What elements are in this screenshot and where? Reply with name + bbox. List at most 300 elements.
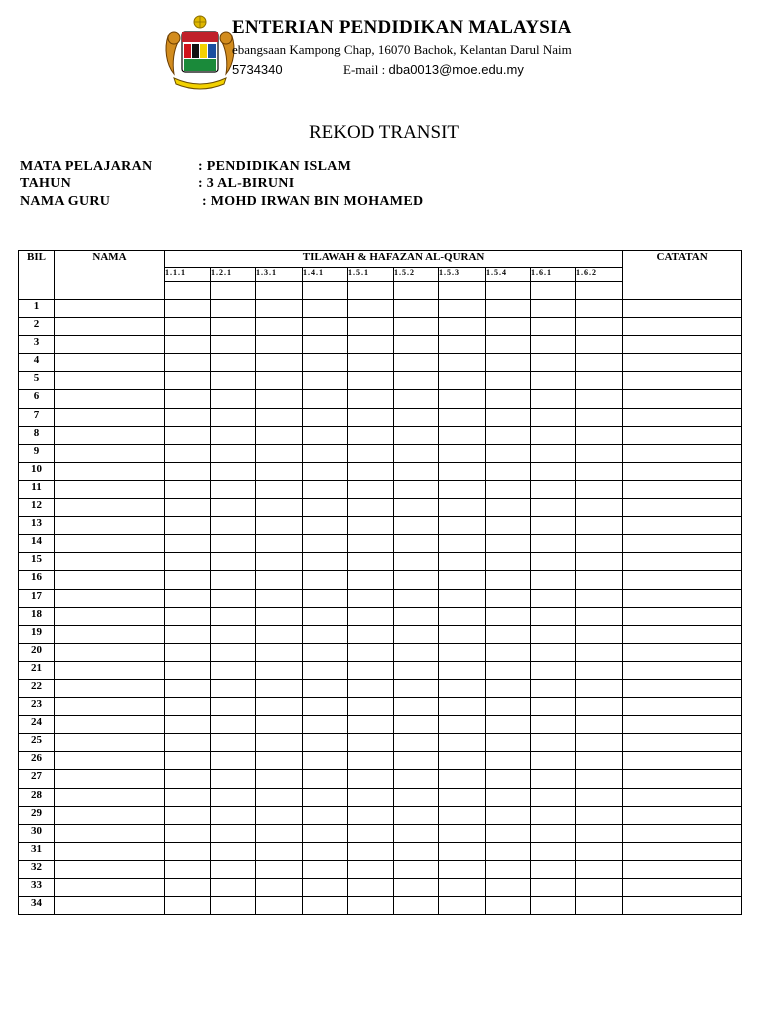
score-cell[interactable] <box>576 806 623 824</box>
score-cell[interactable] <box>394 842 439 860</box>
score-cell[interactable] <box>256 625 303 643</box>
score-cell[interactable] <box>439 824 486 842</box>
score-cell[interactable] <box>486 336 531 354</box>
score-cell[interactable] <box>394 860 439 878</box>
score-cell[interactable] <box>439 607 486 625</box>
score-cell[interactable] <box>531 571 576 589</box>
score-cell[interactable] <box>531 517 576 535</box>
score-cell[interactable] <box>576 354 623 372</box>
score-cell[interactable] <box>486 390 531 408</box>
score-cell[interactable] <box>256 426 303 444</box>
score-cell[interactable] <box>303 336 348 354</box>
score-cell[interactable] <box>348 897 394 915</box>
score-cell[interactable] <box>348 806 394 824</box>
score-cell[interactable] <box>394 390 439 408</box>
score-cell[interactable] <box>303 625 348 643</box>
score-cell[interactable] <box>394 788 439 806</box>
score-cell[interactable] <box>486 879 531 897</box>
score-cell[interactable] <box>576 716 623 734</box>
score-cell[interactable] <box>576 336 623 354</box>
score-cell[interactable] <box>531 879 576 897</box>
score-cell[interactable] <box>165 698 211 716</box>
score-cell[interactable] <box>439 336 486 354</box>
score-cell[interactable] <box>348 589 394 607</box>
score-cell[interactable] <box>439 318 486 336</box>
score-cell[interactable] <box>439 571 486 589</box>
score-cell[interactable] <box>576 788 623 806</box>
name-cell[interactable] <box>55 300 165 318</box>
name-cell[interactable] <box>55 372 165 390</box>
score-cell[interactable] <box>531 679 576 697</box>
score-cell[interactable] <box>165 788 211 806</box>
score-cell[interactable] <box>486 806 531 824</box>
score-cell[interactable] <box>576 661 623 679</box>
score-cell[interactable] <box>486 770 531 788</box>
score-cell[interactable] <box>394 879 439 897</box>
score-cell[interactable] <box>439 698 486 716</box>
score-cell[interactable] <box>439 426 486 444</box>
score-cell[interactable] <box>303 788 348 806</box>
score-cell[interactable] <box>576 607 623 625</box>
score-cell[interactable] <box>303 462 348 480</box>
score-cell[interactable] <box>531 752 576 770</box>
score-cell[interactable] <box>303 318 348 336</box>
score-cell[interactable] <box>576 553 623 571</box>
note-cell[interactable] <box>623 716 742 734</box>
score-cell[interactable] <box>211 607 256 625</box>
score-cell[interactable] <box>394 679 439 697</box>
score-cell[interactable] <box>256 734 303 752</box>
score-cell[interactable] <box>486 408 531 426</box>
score-cell[interactable] <box>486 571 531 589</box>
name-cell[interactable] <box>55 462 165 480</box>
score-cell[interactable] <box>211 517 256 535</box>
score-cell[interactable] <box>165 571 211 589</box>
score-cell[interactable] <box>576 390 623 408</box>
score-cell[interactable] <box>486 897 531 915</box>
score-cell[interactable] <box>531 318 576 336</box>
score-cell[interactable] <box>576 535 623 553</box>
score-cell[interactable] <box>486 860 531 878</box>
note-cell[interactable] <box>623 571 742 589</box>
score-cell[interactable] <box>348 535 394 553</box>
score-cell[interactable] <box>486 426 531 444</box>
score-cell[interactable] <box>486 734 531 752</box>
score-cell[interactable] <box>165 372 211 390</box>
score-cell[interactable] <box>256 517 303 535</box>
score-cell[interactable] <box>439 897 486 915</box>
score-cell[interactable] <box>303 897 348 915</box>
note-cell[interactable] <box>623 535 742 553</box>
score-cell[interactable] <box>165 336 211 354</box>
score-cell[interactable] <box>165 444 211 462</box>
note-cell[interactable] <box>623 444 742 462</box>
score-cell[interactable] <box>348 517 394 535</box>
score-cell[interactable] <box>348 300 394 318</box>
score-cell[interactable] <box>531 390 576 408</box>
note-cell[interactable] <box>623 354 742 372</box>
score-cell[interactable] <box>211 372 256 390</box>
score-cell[interactable] <box>348 752 394 770</box>
score-cell[interactable] <box>531 300 576 318</box>
score-cell[interactable] <box>348 444 394 462</box>
score-cell[interactable] <box>439 716 486 734</box>
note-cell[interactable] <box>623 462 742 480</box>
score-cell[interactable] <box>165 860 211 878</box>
score-cell[interactable] <box>439 372 486 390</box>
score-cell[interactable] <box>165 625 211 643</box>
score-cell[interactable] <box>394 372 439 390</box>
score-cell[interactable] <box>303 661 348 679</box>
score-cell[interactable] <box>303 824 348 842</box>
score-cell[interactable] <box>531 444 576 462</box>
name-cell[interactable] <box>55 390 165 408</box>
score-cell[interactable] <box>165 734 211 752</box>
score-cell[interactable] <box>439 480 486 498</box>
score-cell[interactable] <box>256 444 303 462</box>
score-cell[interactable] <box>256 824 303 842</box>
score-cell[interactable] <box>486 517 531 535</box>
score-cell[interactable] <box>256 336 303 354</box>
note-cell[interactable] <box>623 788 742 806</box>
score-cell[interactable] <box>531 824 576 842</box>
score-cell[interactable] <box>165 517 211 535</box>
name-cell[interactable] <box>55 408 165 426</box>
score-cell[interactable] <box>486 824 531 842</box>
score-cell[interactable] <box>439 770 486 788</box>
note-cell[interactable] <box>623 643 742 661</box>
score-cell[interactable] <box>486 625 531 643</box>
score-cell[interactable] <box>348 698 394 716</box>
score-cell[interactable] <box>211 354 256 372</box>
score-cell[interactable] <box>531 897 576 915</box>
score-cell[interactable] <box>256 535 303 553</box>
score-cell[interactable] <box>439 444 486 462</box>
score-cell[interactable] <box>576 734 623 752</box>
score-cell[interactable] <box>211 553 256 571</box>
score-cell[interactable] <box>576 589 623 607</box>
score-cell[interactable] <box>531 698 576 716</box>
score-cell[interactable] <box>394 716 439 734</box>
score-cell[interactable] <box>256 806 303 824</box>
score-cell[interactable] <box>439 354 486 372</box>
note-cell[interactable] <box>623 698 742 716</box>
score-cell[interactable] <box>165 553 211 571</box>
name-cell[interactable] <box>55 553 165 571</box>
score-cell[interactable] <box>165 589 211 607</box>
score-cell[interactable] <box>303 698 348 716</box>
score-cell[interactable] <box>394 643 439 661</box>
score-cell[interactable] <box>439 589 486 607</box>
score-cell[interactable] <box>256 372 303 390</box>
score-cell[interactable] <box>576 698 623 716</box>
score-cell[interactable] <box>165 499 211 517</box>
score-cell[interactable] <box>348 318 394 336</box>
score-cell[interactable] <box>256 897 303 915</box>
score-cell[interactable] <box>394 336 439 354</box>
score-cell[interactable] <box>394 499 439 517</box>
score-cell[interactable] <box>165 408 211 426</box>
score-cell[interactable] <box>211 770 256 788</box>
score-cell[interactable] <box>348 625 394 643</box>
name-cell[interactable] <box>55 716 165 734</box>
name-cell[interactable] <box>55 661 165 679</box>
score-cell[interactable] <box>211 390 256 408</box>
score-cell[interactable] <box>531 336 576 354</box>
name-cell[interactable] <box>55 897 165 915</box>
score-cell[interactable] <box>348 480 394 498</box>
score-cell[interactable] <box>256 661 303 679</box>
note-cell[interactable] <box>623 879 742 897</box>
score-cell[interactable] <box>211 462 256 480</box>
score-cell[interactable] <box>256 643 303 661</box>
note-cell[interactable] <box>623 300 742 318</box>
score-cell[interactable] <box>531 462 576 480</box>
score-cell[interactable] <box>486 716 531 734</box>
score-cell[interactable] <box>211 879 256 897</box>
score-cell[interactable] <box>394 589 439 607</box>
score-cell[interactable] <box>211 318 256 336</box>
score-cell[interactable] <box>531 806 576 824</box>
score-cell[interactable] <box>576 643 623 661</box>
score-cell[interactable] <box>211 860 256 878</box>
score-cell[interactable] <box>165 354 211 372</box>
note-cell[interactable] <box>623 589 742 607</box>
score-cell[interactable] <box>303 607 348 625</box>
score-cell[interactable] <box>256 788 303 806</box>
name-cell[interactable] <box>55 860 165 878</box>
score-cell[interactable] <box>211 752 256 770</box>
score-cell[interactable] <box>348 336 394 354</box>
score-cell[interactable] <box>303 390 348 408</box>
score-cell[interactable] <box>348 462 394 480</box>
score-cell[interactable] <box>211 336 256 354</box>
score-cell[interactable] <box>439 860 486 878</box>
name-cell[interactable] <box>55 318 165 336</box>
score-cell[interactable] <box>303 535 348 553</box>
score-cell[interactable] <box>531 607 576 625</box>
score-cell[interactable] <box>165 462 211 480</box>
score-cell[interactable] <box>394 752 439 770</box>
score-cell[interactable] <box>576 879 623 897</box>
score-cell[interactable] <box>165 318 211 336</box>
score-cell[interactable] <box>576 480 623 498</box>
name-cell[interactable] <box>55 752 165 770</box>
score-cell[interactable] <box>348 426 394 444</box>
score-cell[interactable] <box>348 372 394 390</box>
score-cell[interactable] <box>303 517 348 535</box>
score-cell[interactable] <box>211 480 256 498</box>
score-cell[interactable] <box>486 553 531 571</box>
note-cell[interactable] <box>623 318 742 336</box>
score-cell[interactable] <box>486 661 531 679</box>
score-cell[interactable] <box>348 661 394 679</box>
score-cell[interactable] <box>576 426 623 444</box>
name-cell[interactable] <box>55 571 165 589</box>
score-cell[interactable] <box>303 571 348 589</box>
score-cell[interactable] <box>439 300 486 318</box>
score-cell[interactable] <box>303 842 348 860</box>
score-cell[interactable] <box>303 372 348 390</box>
score-cell[interactable] <box>211 698 256 716</box>
score-cell[interactable] <box>486 318 531 336</box>
score-cell[interactable] <box>256 408 303 426</box>
name-cell[interactable] <box>55 698 165 716</box>
name-cell[interactable] <box>55 499 165 517</box>
score-cell[interactable] <box>348 824 394 842</box>
score-cell[interactable] <box>348 788 394 806</box>
score-cell[interactable] <box>303 716 348 734</box>
score-cell[interactable] <box>576 462 623 480</box>
score-cell[interactable] <box>531 770 576 788</box>
score-cell[interactable] <box>211 571 256 589</box>
score-cell[interactable] <box>348 716 394 734</box>
score-cell[interactable] <box>394 444 439 462</box>
score-cell[interactable] <box>348 408 394 426</box>
score-cell[interactable] <box>394 553 439 571</box>
score-cell[interactable] <box>394 770 439 788</box>
score-cell[interactable] <box>256 752 303 770</box>
score-cell[interactable] <box>439 734 486 752</box>
score-cell[interactable] <box>576 824 623 842</box>
score-cell[interactable] <box>576 517 623 535</box>
score-cell[interactable] <box>303 770 348 788</box>
note-cell[interactable] <box>623 770 742 788</box>
score-cell[interactable] <box>531 734 576 752</box>
score-cell[interactable] <box>211 806 256 824</box>
score-cell[interactable] <box>211 426 256 444</box>
name-cell[interactable] <box>55 643 165 661</box>
score-cell[interactable] <box>394 318 439 336</box>
name-cell[interactable] <box>55 842 165 860</box>
score-cell[interactable] <box>348 734 394 752</box>
score-cell[interactable] <box>394 354 439 372</box>
score-cell[interactable] <box>348 390 394 408</box>
score-cell[interactable] <box>531 716 576 734</box>
score-cell[interactable] <box>394 535 439 553</box>
name-cell[interactable] <box>55 426 165 444</box>
score-cell[interactable] <box>303 679 348 697</box>
name-cell[interactable] <box>55 806 165 824</box>
score-cell[interactable] <box>211 661 256 679</box>
score-cell[interactable] <box>256 698 303 716</box>
score-cell[interactable] <box>439 535 486 553</box>
note-cell[interactable] <box>623 661 742 679</box>
score-cell[interactable] <box>256 589 303 607</box>
score-cell[interactable] <box>439 879 486 897</box>
score-cell[interactable] <box>165 716 211 734</box>
score-cell[interactable] <box>531 480 576 498</box>
score-cell[interactable] <box>211 408 256 426</box>
score-cell[interactable] <box>165 679 211 697</box>
name-cell[interactable] <box>55 734 165 752</box>
score-cell[interactable] <box>531 788 576 806</box>
name-cell[interactable] <box>55 444 165 462</box>
score-cell[interactable] <box>439 517 486 535</box>
score-cell[interactable] <box>394 698 439 716</box>
score-cell[interactable] <box>486 499 531 517</box>
score-cell[interactable] <box>576 897 623 915</box>
score-cell[interactable] <box>303 480 348 498</box>
score-cell[interactable] <box>576 318 623 336</box>
score-cell[interactable] <box>303 300 348 318</box>
score-cell[interactable] <box>348 607 394 625</box>
score-cell[interactable] <box>531 625 576 643</box>
score-cell[interactable] <box>576 679 623 697</box>
score-cell[interactable] <box>486 643 531 661</box>
score-cell[interactable] <box>394 426 439 444</box>
score-cell[interactable] <box>165 824 211 842</box>
score-cell[interactable] <box>256 390 303 408</box>
name-cell[interactable] <box>55 480 165 498</box>
name-cell[interactable] <box>55 770 165 788</box>
score-cell[interactable] <box>303 499 348 517</box>
note-cell[interactable] <box>623 734 742 752</box>
score-cell[interactable] <box>394 897 439 915</box>
score-cell[interactable] <box>394 480 439 498</box>
note-cell[interactable] <box>623 752 742 770</box>
name-cell[interactable] <box>55 354 165 372</box>
score-cell[interactable] <box>303 806 348 824</box>
score-cell[interactable] <box>439 661 486 679</box>
score-cell[interactable] <box>394 462 439 480</box>
score-cell[interactable] <box>531 661 576 679</box>
score-cell[interactable] <box>486 372 531 390</box>
score-cell[interactable] <box>303 752 348 770</box>
score-cell[interactable] <box>486 752 531 770</box>
score-cell[interactable] <box>165 426 211 444</box>
score-cell[interactable] <box>303 879 348 897</box>
score-cell[interactable] <box>439 390 486 408</box>
note-cell[interactable] <box>623 824 742 842</box>
score-cell[interactable] <box>576 860 623 878</box>
score-cell[interactable] <box>303 589 348 607</box>
note-cell[interactable] <box>623 679 742 697</box>
note-cell[interactable] <box>623 842 742 860</box>
score-cell[interactable] <box>211 897 256 915</box>
score-cell[interactable] <box>303 553 348 571</box>
score-cell[interactable] <box>256 480 303 498</box>
score-cell[interactable] <box>439 553 486 571</box>
score-cell[interactable] <box>439 788 486 806</box>
score-cell[interactable] <box>439 752 486 770</box>
score-cell[interactable] <box>576 752 623 770</box>
score-cell[interactable] <box>394 661 439 679</box>
score-cell[interactable] <box>303 426 348 444</box>
score-cell[interactable] <box>348 571 394 589</box>
score-cell[interactable] <box>165 300 211 318</box>
score-cell[interactable] <box>394 806 439 824</box>
name-cell[interactable] <box>55 589 165 607</box>
score-cell[interactable] <box>486 535 531 553</box>
score-cell[interactable] <box>211 679 256 697</box>
score-cell[interactable] <box>531 643 576 661</box>
note-cell[interactable] <box>623 390 742 408</box>
score-cell[interactable] <box>576 499 623 517</box>
score-cell[interactable] <box>439 842 486 860</box>
score-cell[interactable] <box>303 860 348 878</box>
score-cell[interactable] <box>486 842 531 860</box>
note-cell[interactable] <box>623 607 742 625</box>
score-cell[interactable] <box>165 806 211 824</box>
note-cell[interactable] <box>623 336 742 354</box>
score-cell[interactable] <box>394 824 439 842</box>
score-cell[interactable] <box>394 517 439 535</box>
score-cell[interactable] <box>486 589 531 607</box>
score-cell[interactable] <box>256 607 303 625</box>
score-cell[interactable] <box>576 408 623 426</box>
note-cell[interactable] <box>623 806 742 824</box>
